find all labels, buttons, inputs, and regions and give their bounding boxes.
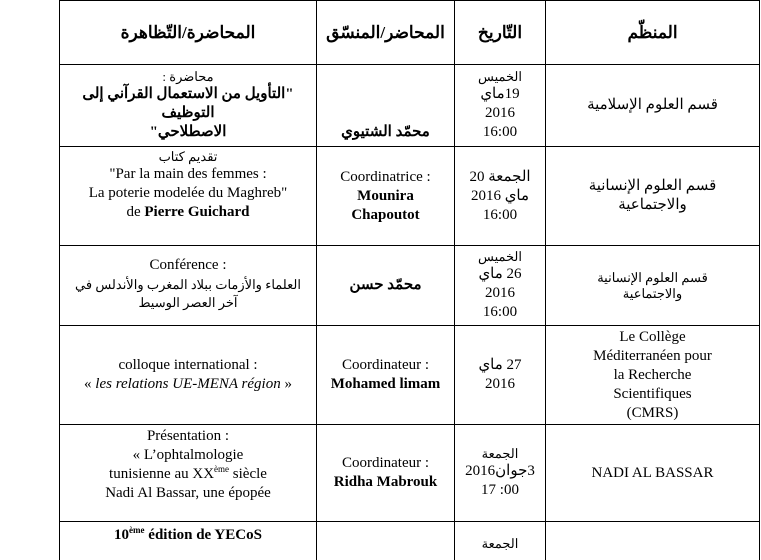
lecture-by: de (126, 204, 145, 220)
date-line: 27 ماي (478, 357, 522, 373)
lecture-title-wrap (84, 375, 292, 394)
date-line: الخميس (478, 69, 522, 84)
row-1-date (455, 65, 545, 146)
date-line: 2016 (485, 105, 515, 121)
row-3-organizer (546, 246, 759, 325)
lecture-title-part: tunisienne au XX (109, 466, 215, 482)
date-line: 17 :00 (481, 482, 519, 498)
lecturer-name: Mohamed limam (330, 376, 441, 392)
lecture-title-line: Nadi Al Bassar, une épopée (105, 485, 271, 501)
superscript: ème (214, 464, 230, 474)
lecture-type: colloque international : (118, 357, 258, 373)
lecture-type: Conférence : (149, 257, 227, 273)
lecture-author: Pierre Guichard (144, 204, 250, 220)
date-line: الجمعة (481, 446, 519, 461)
header-lecturer (317, 1, 454, 64)
table-border-right (759, 0, 760, 560)
date-line: 16:00 (482, 206, 518, 223)
header-organizer-text: المنظّم (627, 23, 678, 42)
lecture-title-line: "Par la main des femmes : (109, 166, 267, 182)
lecturer-role: Coordinateur : (341, 455, 430, 471)
header-lecture-text: المحاضرة/التّظاهرة (120, 23, 256, 42)
row-1-lecture (60, 65, 316, 146)
organizer-line: والاجتماعية (618, 197, 687, 213)
date-line: 26 ماي (478, 266, 522, 282)
lecture-title-line: الاصطلاحي" (149, 124, 227, 140)
date-line: ماي 2016 (470, 187, 530, 204)
organizer-line: la Recherche (613, 366, 692, 383)
organizer-line: والاجتماعية (622, 285, 683, 301)
header-date (455, 1, 545, 64)
lecture-title-line (109, 465, 267, 484)
superscript: ème (129, 525, 145, 535)
row-4-lecturer (317, 326, 454, 424)
lecturer-name: محمّد الشتيوي (341, 124, 430, 140)
lecture-author-line (126, 203, 249, 222)
lecture-title-line: « L’ophtalmologie (132, 447, 244, 463)
edition-title: édition de YECoS (144, 527, 262, 543)
lecture-type: تقديم كتاب (158, 149, 218, 164)
row-5-lecture (60, 425, 316, 521)
row-3-lecturer (317, 246, 454, 325)
lecturer-role: Coordinateur : (341, 357, 430, 373)
lecture-title-part: siècle (229, 466, 267, 482)
organizer-line: Méditerranéen pour (593, 347, 712, 364)
row-5-organizer (546, 425, 759, 521)
lecture-type: Présentation : (146, 428, 230, 444)
row-2-lecturer (317, 147, 454, 245)
lecture-title-line: آخر العصر الوسيط (138, 295, 238, 310)
header-organizer (546, 1, 759, 64)
lecture-title-line (114, 526, 262, 545)
row-3-lecture (60, 246, 316, 325)
lecture-title-line: La poterie modelée du Maghreb" (88, 185, 288, 201)
row-1-lecturer (317, 65, 454, 146)
date-line: الخميس (478, 249, 522, 264)
row-2-lecture (60, 147, 316, 245)
lecture-title-line: "التأويل من الاستعمال القرآني إلى التوظيف (82, 86, 294, 121)
row-4-organizer (546, 326, 759, 424)
lecturer-role: Coordinatrice : (340, 168, 431, 185)
lecturer-name-line: Mounira (357, 187, 414, 204)
date-line: 16:00 (482, 304, 518, 320)
row-5-date (455, 425, 545, 521)
quote-open: « (84, 376, 96, 392)
date-line: الجمعة 20 (469, 168, 531, 185)
lecturer-name: محمّد حسن (349, 277, 422, 293)
lecture-title: les relations UE-MENA région (95, 376, 281, 392)
date-line: 16:00 (482, 124, 518, 140)
date-line: 19ماي (480, 86, 520, 102)
lecturer-name: Ridha Mabrouk (333, 474, 438, 490)
edition-number: 10 (114, 527, 130, 543)
lecture-title-line: العلماء والأزمات ببلاد المغرب والأندلس في (75, 277, 301, 292)
organizer-name: NADI AL BASSAR (591, 464, 714, 481)
lecture-type: محاضرة : (162, 69, 214, 84)
header-date-text: التّاريخ (477, 23, 523, 42)
organizer-name: قسم العلوم الإسلامية (587, 97, 718, 113)
row-3-date (455, 246, 545, 325)
lecturer-name-line: Chapoutot (351, 206, 420, 223)
organizer-line: (CMRS) (626, 404, 679, 421)
row-6-lecture (60, 522, 316, 543)
header-lecture (60, 1, 316, 64)
row-4-date (455, 326, 545, 424)
organizer-line: قسم العلوم الإنسانية (588, 178, 717, 194)
row-5-lecturer (317, 425, 454, 521)
organizer-line: قسم العلوم الإنسانية (597, 269, 708, 285)
header-lecturer-text: المحاضر/المنسّق (326, 23, 445, 42)
date-line: 2016 (485, 285, 515, 301)
row-4-lecture (60, 326, 316, 424)
row-2-date (455, 147, 545, 245)
quote-close: » (280, 376, 292, 392)
row-1-organizer (546, 65, 759, 146)
date-line: الجمعة (481, 536, 519, 551)
organizer-line: Le Collège (619, 328, 686, 345)
date-line: 3جوان2016 (465, 463, 535, 479)
row-6-date (455, 522, 545, 551)
row-2-organizer (546, 147, 759, 245)
organizer-line: Scientifiques (613, 385, 692, 402)
date-line: 2016 (485, 376, 515, 392)
